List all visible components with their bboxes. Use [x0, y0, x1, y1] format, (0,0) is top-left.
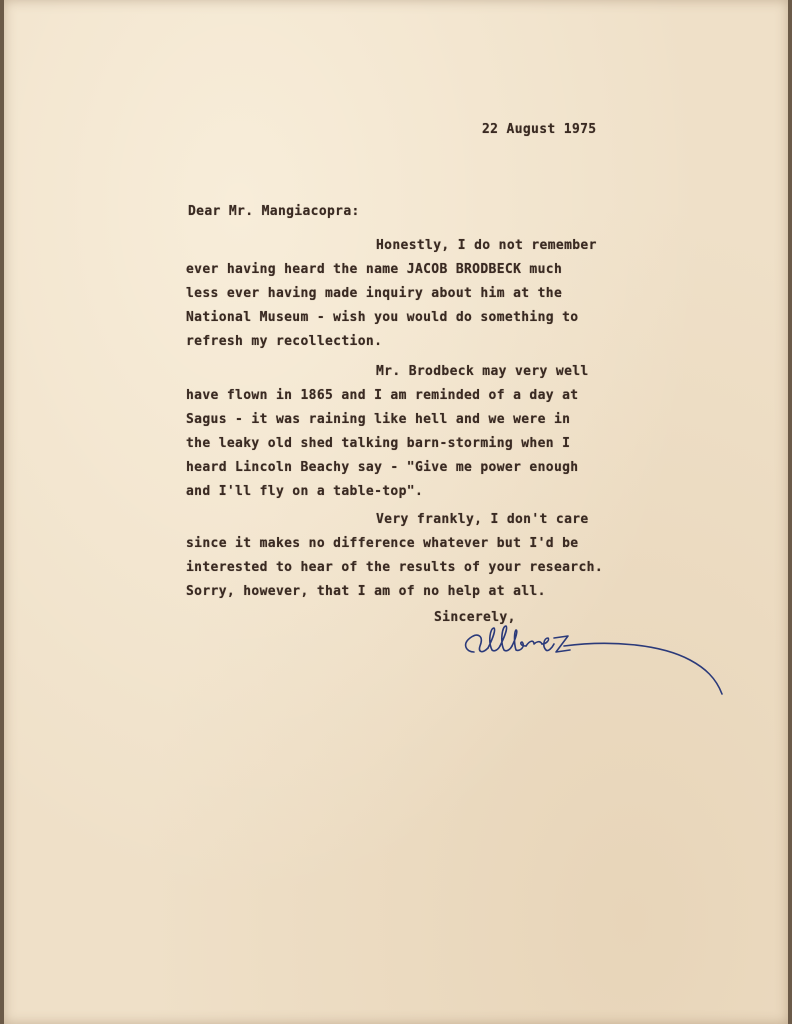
paragraph-3-line-2: since it makes no difference whatever but I'd be	[186, 536, 579, 551]
letter-date: 22 August 1975	[482, 122, 597, 137]
paragraph-1-line-3: less ever having made inquiry about him at the	[186, 286, 563, 301]
paragraph-2-line-3: Sagus - it was raining like hell and we were in	[186, 412, 571, 427]
paragraph-3-line-4: Sorry, however, that I am of no help at all.	[186, 584, 546, 599]
paragraph-2-line-1: Mr. Brodbeck may very well	[376, 364, 589, 379]
paragraph-2-line-2: have flown in 1865 and I am reminded of a day at	[186, 388, 579, 403]
paragraph-2-line-5: heard Lincoln Beachy say - "Give me power enough	[186, 460, 579, 475]
closing: Sincerely,	[434, 610, 516, 625]
letter-page	[4, 0, 788, 1024]
paragraph-1-line-4: National Museum - wish you would do something to	[186, 310, 579, 325]
paragraph-2-line-4: the leaky old shed talking barn-storming when I	[186, 436, 571, 451]
paragraph-1-line-5: refresh my recollection.	[186, 334, 383, 349]
handwritten-signature	[460, 622, 730, 702]
salutation: Dear Mr. Mangiacopra:	[188, 204, 360, 219]
paragraph-2-line-6: and I'll fly on a table-top".	[186, 484, 424, 499]
paragraph-1-line-1: Honestly, I do not remember	[376, 238, 597, 253]
paragraph-3-line-3: interested to hear of the results of your research.	[186, 560, 604, 575]
paragraph-3-line-1: Very frankly, I don't care	[376, 512, 589, 527]
paragraph-1-line-2: ever having heard the name JACOB BRODBECK much	[186, 262, 563, 277]
